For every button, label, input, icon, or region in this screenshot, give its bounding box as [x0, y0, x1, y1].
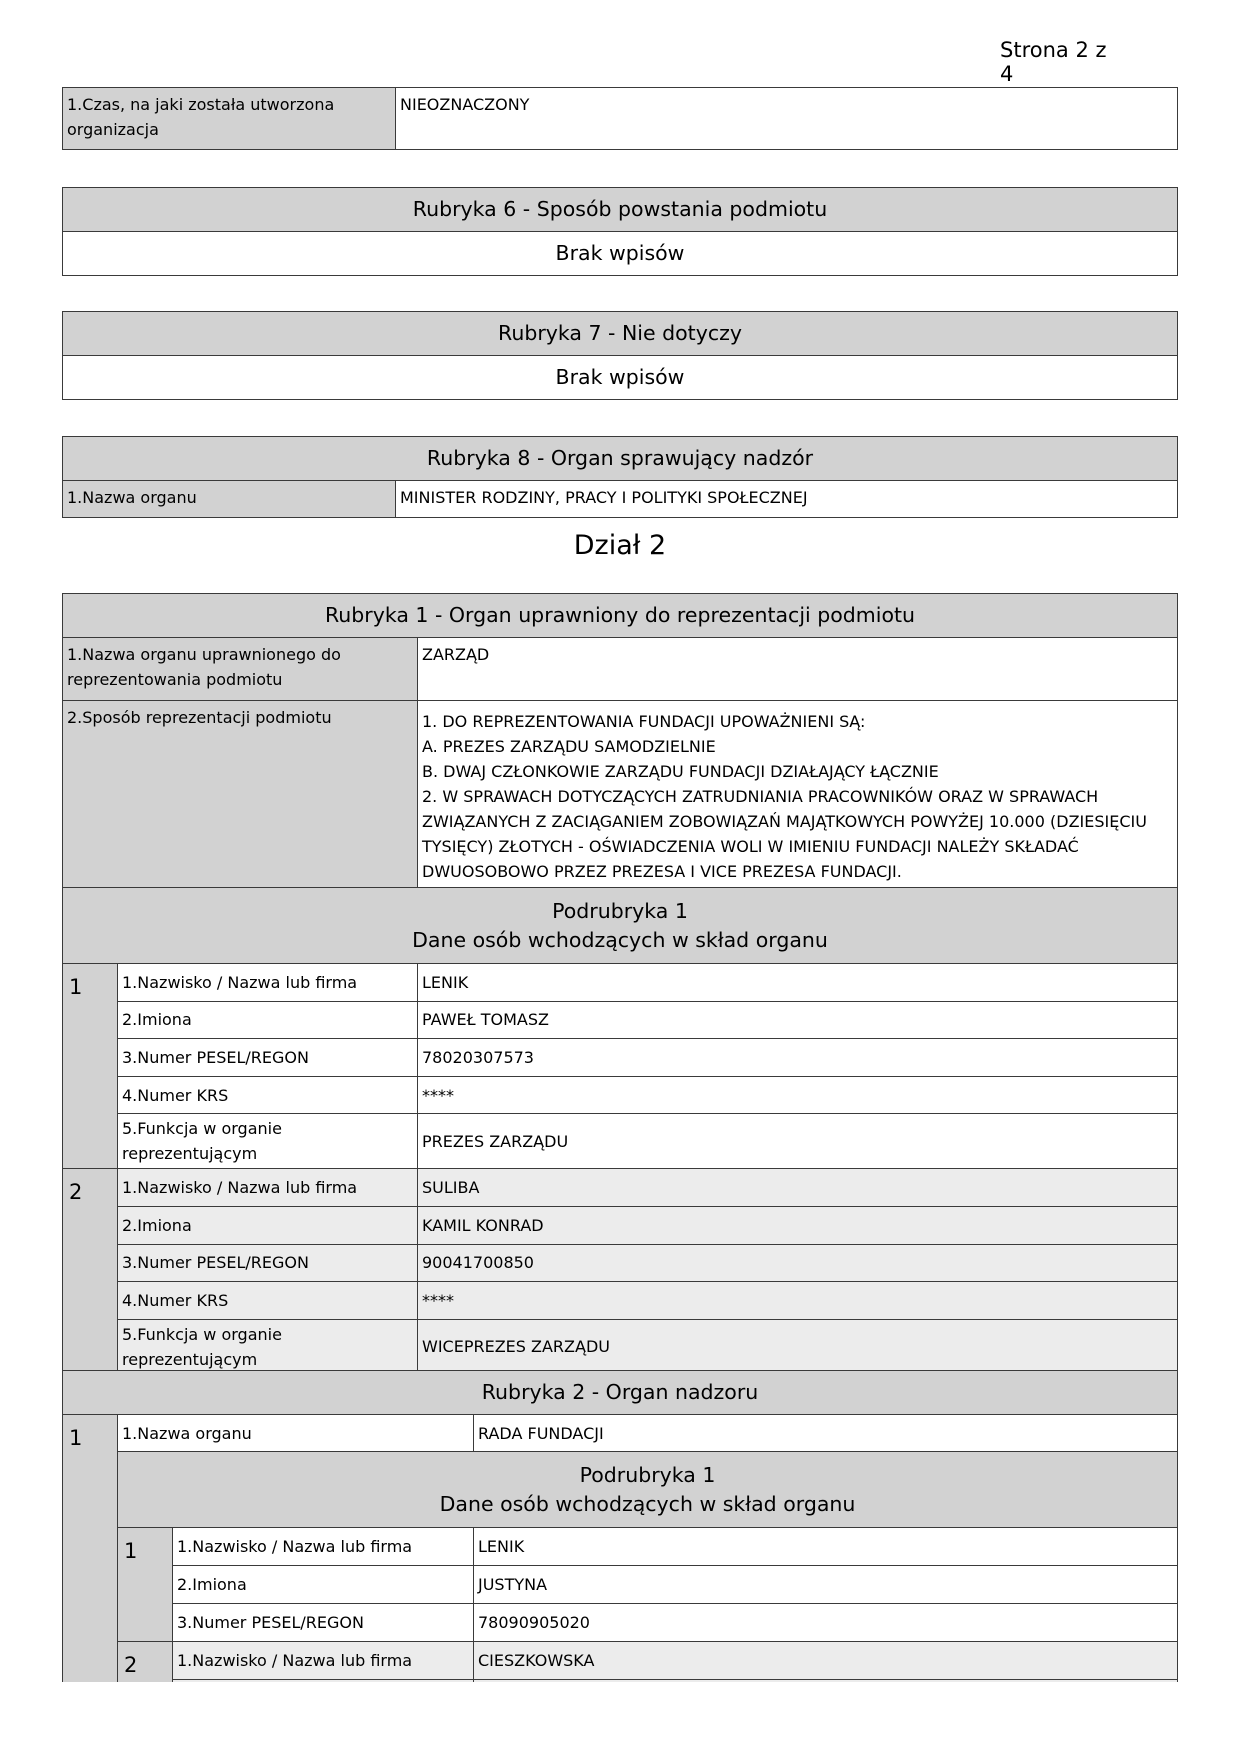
field-label: 1.Nazwisko / Nazwa lub firma [118, 964, 418, 1002]
subsection-title [118, 1452, 1178, 1528]
field-label: 1.Nazwa organu [118, 1415, 474, 1452]
field-label: 1.Nazwisko / Nazwa lub firma [118, 1169, 418, 1207]
field-label: 2.Imiona [118, 1206, 418, 1244]
field-value: **** [418, 1076, 1178, 1114]
field-label: 1.Nazwisko / Nazwa lub firma [173, 1528, 474, 1566]
section-title: Rubryka 8 - Organ sprawujący nadzór [63, 437, 1178, 481]
person-index: 1 [63, 964, 118, 1169]
field-label: 4.Numer KRS [118, 1076, 418, 1114]
subsection-title-line2: Dane osób wchodzących w skład organu [439, 1491, 856, 1516]
person-index: 1 [118, 1528, 173, 1642]
field-value-cut [474, 1680, 1178, 1683]
page-number: Strona 2 z 4 [1000, 38, 1107, 86]
field-value: NIEOZNACZONY [396, 88, 1178, 150]
subsection-title-line2: Dane osób wchodzących w skład organu [412, 927, 828, 952]
field-value: ZARZĄD [418, 638, 1178, 701]
section-supervisory-body-clip [0, 1370, 1240, 1682]
field-label: 4.Numer KRS [118, 1282, 418, 1320]
field-label-cut [173, 1680, 474, 1683]
section-title: Rubryka 2 - Organ nadzoru [63, 1371, 1178, 1415]
section-title: Rubryka 1 - Organ uprawniony do reprezentacji podmiotu [63, 594, 1178, 638]
field-label: 1.Czas, na jaki została utworzona organizacja [63, 88, 396, 150]
section-rubryka-6 [62, 187, 1178, 276]
field-label: 1.Nazwa organu [63, 481, 396, 518]
field-value: MINISTER RODZINY, PRACY I POLITYKI SPOŁECZNEJ [396, 481, 1178, 518]
field-label: 1.Nazwisko / Nazwa lub firma [173, 1642, 474, 1680]
field-value: **** [418, 1282, 1178, 1320]
section-empty-note: Brak wpisów [63, 232, 1178, 276]
field-value: LENIK [418, 964, 1178, 1002]
field-value: 78020307573 [418, 1039, 1178, 1077]
table-organization-duration [62, 87, 1178, 150]
section-rubryka-7 [62, 311, 1178, 400]
section-title: Rubryka 7 - Nie dotyczy [63, 312, 1178, 356]
field-value: WICEPREZES ZARZĄDU [418, 1319, 1178, 1374]
field-label: 3.Numer PESEL/REGON [118, 1244, 418, 1282]
field-label: 3.Numer PESEL/REGON [118, 1039, 418, 1077]
field-label: 2.Sposób reprezentacji podmiotu [63, 701, 418, 888]
section-representation-body [62, 593, 1178, 1375]
field-label: 3.Numer PESEL/REGON [173, 1604, 474, 1642]
field-label: 5.Funkcja w organie reprezentującym [118, 1319, 418, 1374]
person-index: 2 [118, 1642, 173, 1683]
section-rubryka-8 [62, 436, 1178, 518]
field-label: 2.Imiona [118, 1001, 418, 1039]
section-heading-dzial: Dział 2 [573, 530, 667, 561]
subsection-title [63, 888, 1178, 964]
field-label: 2.Imiona [173, 1566, 474, 1604]
field-value: JUSTYNA [474, 1566, 1178, 1604]
field-label: 1.Nazwa organu uprawnionego do reprezentowania podmiotu [63, 638, 418, 701]
person-index: 2 [63, 1169, 118, 1374]
field-value-multiline: 1. DO REPREZENTOWANIA FUNDACJI UPOWAŻNIENI SĄ: A. PREZES ZARZĄDU SAMODZIELNIE B. DWAJ CZŁONKOWIE ZARZĄDU FUNDACJI DZIAŁAJĄCY ŁĄCZNIE 2. W SPRAWACH DOTYCZĄCYCH ZATRUDNIANIA PRACOWNIKÓW ORAZ W SPRAWACH ZWIĄZANYCH Z ZACIĄGANIEM ZOBOWIĄZAŃ MAJĄTKOWYCH POWYŻEJ 10.000 (DZIESIĘCIU TYSIĘCY) ZŁOTYCH - OŚWIADCZENIA WOLI W IMIENIU FUNDACJI NALEŻY SKŁADAĆ DWUOSOBOWO PRZEZ PREZESA I VICE PREZESA FUNDACJI. [418, 701, 1178, 888]
section-empty-note: Brak wpisów [63, 356, 1178, 400]
field-value: 90041700850 [418, 1244, 1178, 1282]
field-value: CIESZKOWSKA [474, 1642, 1178, 1680]
subsection-title-line1: Podrubryka 1 [552, 898, 688, 923]
section-title: Rubryka 6 - Sposób powstania podmiotu [63, 188, 1178, 232]
field-value: 78090905020 [474, 1604, 1178, 1642]
organ-index: 1 [63, 1415, 118, 1683]
field-value: RADA FUNDACJI [474, 1415, 1178, 1452]
field-label: 5.Funkcja w organie reprezentującym [118, 1114, 418, 1169]
field-value: LENIK [474, 1528, 1178, 1566]
section-supervisory-body [62, 1370, 1178, 1682]
field-value: KAMIL KONRAD [418, 1206, 1178, 1244]
field-value: PREZES ZARZĄDU [418, 1114, 1178, 1169]
field-value: PAWEŁ TOMASZ [418, 1001, 1178, 1039]
field-value: SULIBA [418, 1169, 1178, 1207]
subsection-title-line1: Podrubryka 1 [579, 1462, 716, 1487]
